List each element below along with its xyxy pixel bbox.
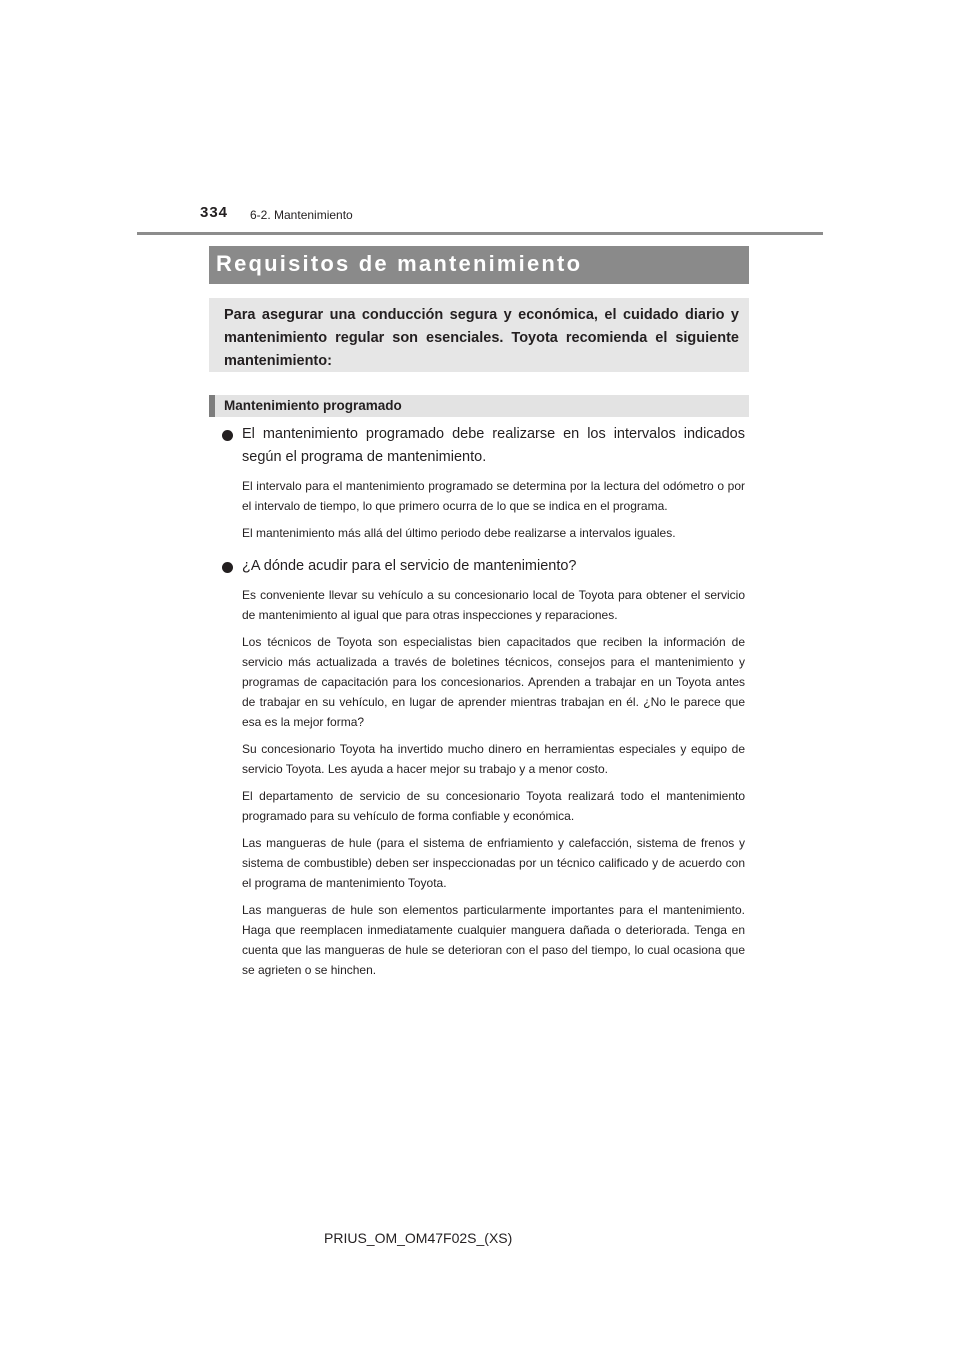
item-lead: El mantenimiento programado debe realizarse en los intervalos indicados según el programa de mantenimiento.: [242, 426, 745, 465]
bullet-icon: [222, 562, 233, 573]
document-code: PRIUS_OM_OM47F02S_(XS): [324, 1230, 513, 1246]
item-detail: Las mangueras de hule (para el sistema de enfriamiento y calefacción, sistema de frenos y sistema de combustible) deben ser inspeccionadas por un técnico calificado y de acuerdo con el programa de mantenimiento Toyota.: [242, 836, 745, 890]
content-body: [222, 423, 745, 980]
item-detail: El intervalo para el mantenimiento programado se determina por la lectura del odómetro o por el intervalo de tiempo, lo que primero ocurra de lo que se indica en el programa.: [242, 479, 745, 513]
subheading-text: Mantenimiento programado: [224, 398, 402, 413]
item-detail: El departamento de servicio de su concesionario Toyota realizará todo el mantenimiento programado para su vehículo de forma confiable y económica.: [242, 789, 745, 823]
section-label: 6-2. Mantenimiento: [250, 208, 353, 222]
item-detail: El mantenimiento más allá del último periodo debe realizarse a intervalos iguales.: [242, 526, 676, 540]
list-item: [222, 423, 745, 543]
subheading: [209, 395, 749, 417]
page-number: 334: [200, 204, 229, 221]
bullet-icon: [222, 430, 233, 441]
item-lead: ¿A dónde acudir para el servicio de mantenimiento?: [242, 558, 577, 574]
item-detail: Las mangueras de hule son elementos particularmente importantes para el mantenimiento. Haga que reemplacen inmediatamente cualquier manguera dañada o deteriorada. Tenga en cuenta que las mangueras de hule se deterioran con el paso del tiempo, lo cual ocasiona que se agrieten o se hinchen.: [242, 903, 745, 977]
page-title: Requisitos de mantenimiento: [209, 246, 749, 284]
header-divider: [137, 232, 823, 235]
intro-text: Para asegurar una conducción segura y económica, el cuidado diario y mantenimiento regular son esenciales. Toyota recomienda el siguiente mantenimiento:: [224, 307, 739, 369]
intro-box: [209, 298, 749, 372]
item-detail: Su concesionario Toyota ha invertido mucho dinero en herramientas especiales y equipo de servicio Toyota. Les ayuda a hacer mejor su trabajo y a menor costo.: [242, 742, 745, 776]
item-detail: Es conveniente llevar su vehículo a su concesionario local de Toyota para obtener el servicio de mantenimiento al igual que para otras inspecciones y reparaciones.: [242, 588, 745, 622]
list-item: [222, 555, 745, 980]
item-detail: Los técnicos de Toyota son especialistas bien capacitados que reciben la información de servicio más actualizada a través de boletines técnicos, consejos para el mantenimiento y programas de capacitación para los concesionarios. Aprenden a trabajar en un Toyota antes de trabajar en su vehículo, en lugar de aprender mientras trabajan en él. ¿No le parece que esa es la mejor forma?: [242, 635, 745, 729]
